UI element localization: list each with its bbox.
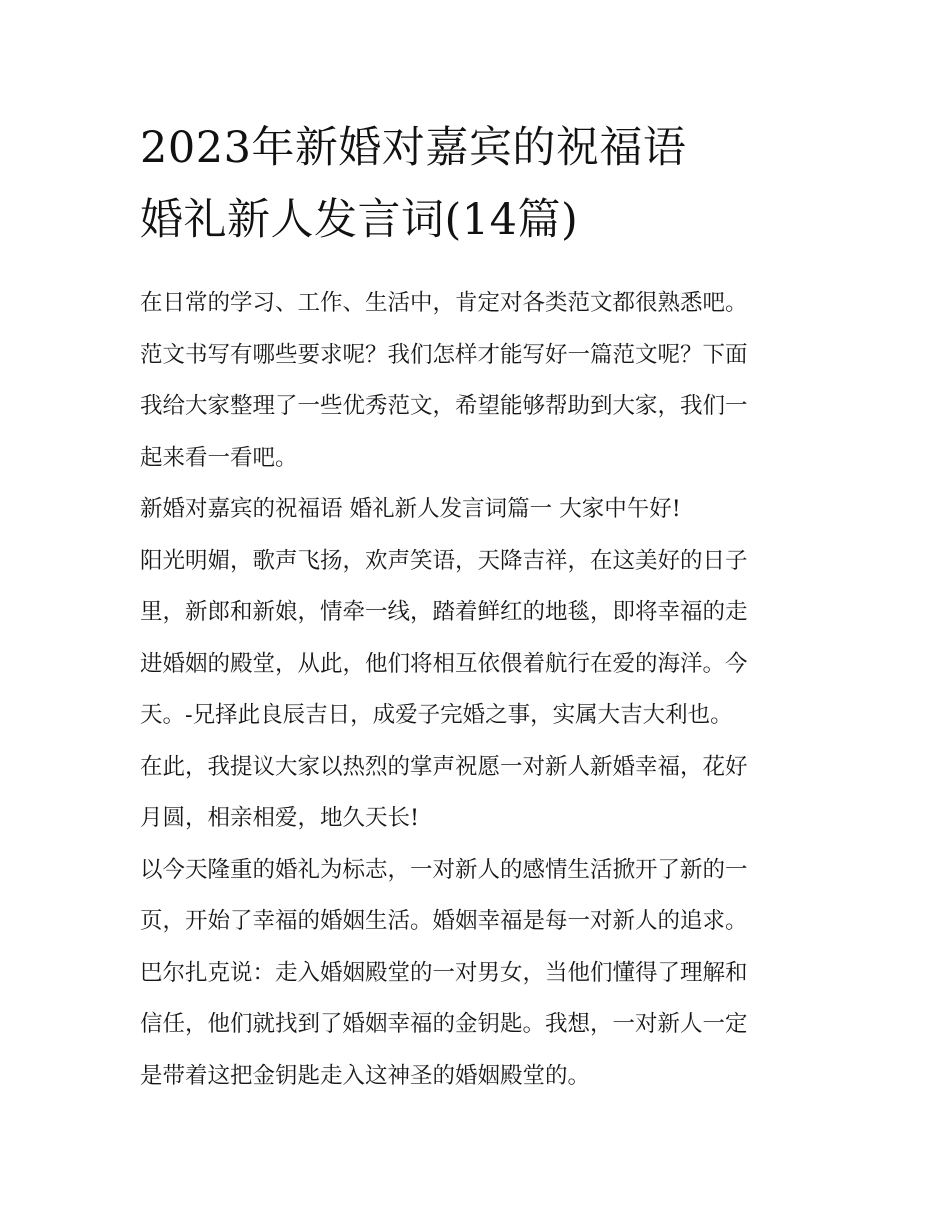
body-line: 范文书写有哪些要求呢？我们怎样才能写好一篇范文呢？下面 xyxy=(140,341,748,368)
body-line: 天。-兄择此良辰吉日，成爱子完婚之事，实属大吉大利也。 xyxy=(140,702,733,728)
body-line: 是带着这把金钥匙走入这神圣的婚姻殿堂的。 xyxy=(140,1062,591,1089)
body-line: 我给大家整理了一些优秀范文，希望能够帮助到大家，我们一 xyxy=(140,393,748,419)
body-line: 以今天隆重的婚礼为标志，一对新人的感情生活掀开了新的一 xyxy=(140,856,748,883)
body-line: 里，新郎和新娘，情牵一线，踏着鲜红的地毯，即将幸福的走 xyxy=(140,599,748,625)
body-line: 在日常的学习、工作、生活中，肯定对各类范文都很熟悉吧。 xyxy=(140,290,748,316)
body-line: 进婚姻的殿堂，从此，他们将相互依偎着航行在爱的海洋。今 xyxy=(140,650,748,677)
body-line: 阳光明媚，歌声飞扬，欢声笑语，天降吉祥，在这美好的日子 xyxy=(140,547,748,574)
title-line-1: 2023年新婚对嘉宾的祝福语 xyxy=(140,123,687,173)
body-line: 信任，他们就找到了婚姻幸福的金钥匙。我想，一对新人一定 xyxy=(140,1011,748,1037)
body-line: 页，开始了幸福的婚姻生活。婚姻幸福是每一对新人的追求。 xyxy=(140,908,748,934)
document-body xyxy=(140,278,816,1102)
body-line: 巴尔扎克说：走入婚姻殿堂的一对男女，当他们懂得了理解和 xyxy=(140,959,748,986)
body-line: 月圆，相亲相爱，地久天长! xyxy=(140,805,420,831)
title-line-2: 婚礼新人发言词(14篇) xyxy=(140,195,579,245)
section-heading-line: 新婚对嘉宾的祝福语 婚礼新人发言词篇一 大家中午好! xyxy=(140,496,681,522)
body-line: 起来看一看吧。 xyxy=(140,444,298,471)
body-line: 在此，我提议大家以热烈的掌声祝愿一对新人新婚幸福，花好 xyxy=(140,753,748,780)
document-title xyxy=(140,112,840,256)
